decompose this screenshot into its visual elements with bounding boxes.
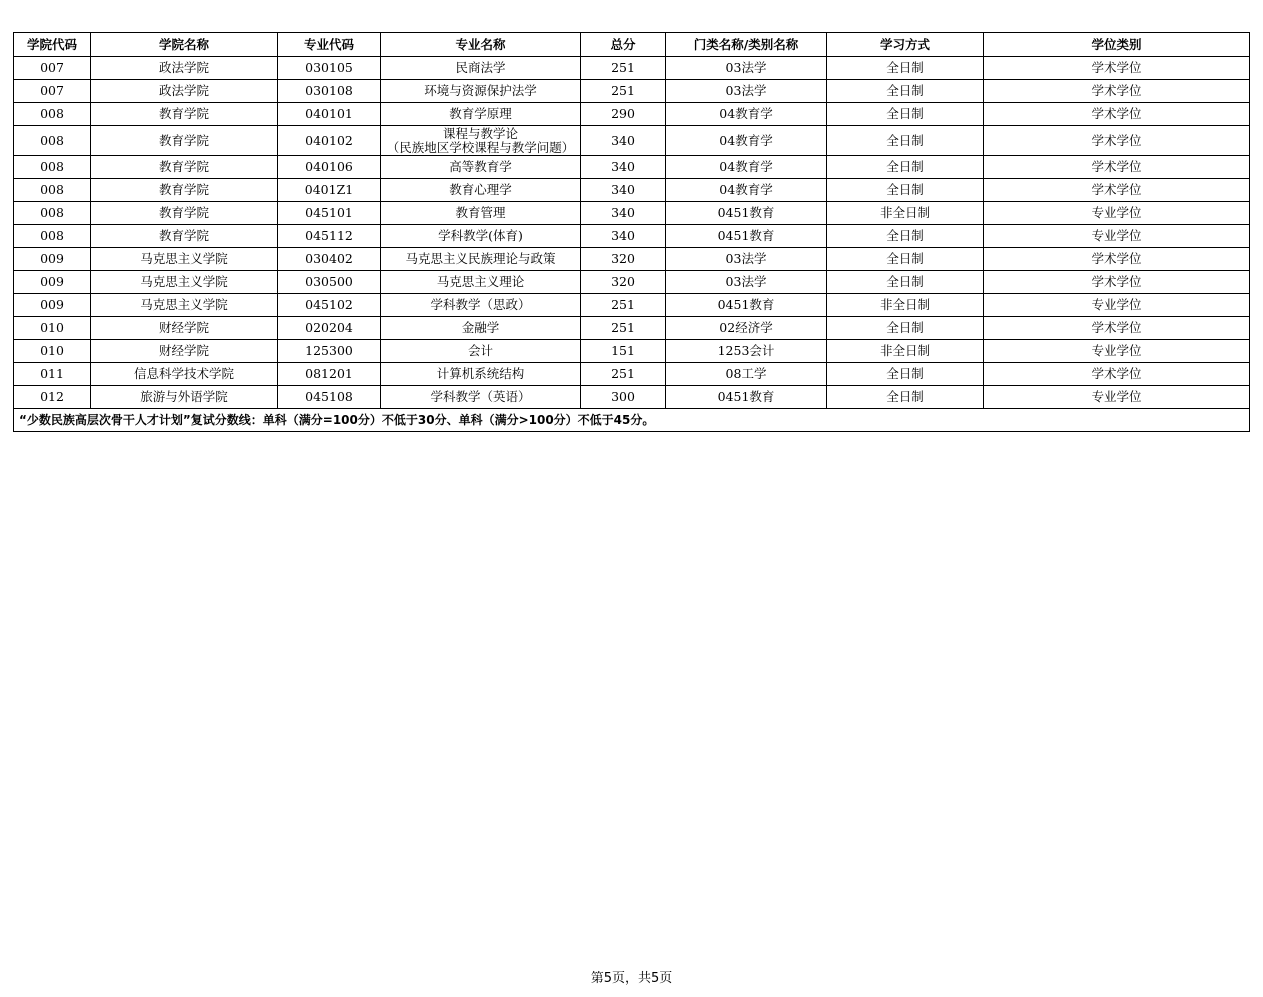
cell-study-mode: 非全日制 <box>827 202 984 225</box>
cell-major-code: 081201 <box>278 363 381 386</box>
cell-major-name <box>381 363 581 386</box>
cell-college-code: 008 <box>14 179 91 202</box>
cell-major-name <box>381 248 581 271</box>
cell-major-name <box>381 386 581 409</box>
header-total-score: 总分 <box>581 33 666 57</box>
cell-study-mode: 全日制 <box>827 103 984 126</box>
cell-college-name: 马克思主义学院 <box>91 294 278 317</box>
table-row <box>14 340 1250 363</box>
cell-college-code: 008 <box>14 202 91 225</box>
cell-college-name: 财经学院 <box>91 317 278 340</box>
cell-college-name: 旅游与外语学院 <box>91 386 278 409</box>
cell-major-name <box>381 179 581 202</box>
cell-category: 04教育学 <box>666 179 827 202</box>
cell-major-code: 030105 <box>278 57 381 80</box>
header-college-name: 学院名称 <box>91 33 278 57</box>
cell-degree-type: 学术学位 <box>984 248 1250 271</box>
major-name-line: 教育管理 <box>455 205 506 220</box>
cell-college-name: 信息科学技术学院 <box>91 363 278 386</box>
cell-total-score: 320 <box>581 248 666 271</box>
cell-total-score: 251 <box>581 363 666 386</box>
cell-degree-type: 专业学位 <box>984 225 1250 248</box>
cell-major-code: 045101 <box>278 202 381 225</box>
cell-total-score: 340 <box>581 202 666 225</box>
table-row <box>14 57 1250 80</box>
major-name-line: 教育学原理 <box>449 106 512 121</box>
cell-college-name: 政法学院 <box>91 57 278 80</box>
cell-degree-type: 专业学位 <box>984 340 1250 363</box>
table-row <box>14 225 1250 248</box>
cell-college-name: 教育学院 <box>91 202 278 225</box>
cell-major-code: 0401Z1 <box>278 179 381 202</box>
table-row <box>14 363 1250 386</box>
cell-degree-type: 学术学位 <box>984 80 1250 103</box>
cell-category: 04教育学 <box>666 103 827 126</box>
cell-major-code: 030402 <box>278 248 381 271</box>
cell-study-mode: 全日制 <box>827 363 984 386</box>
cell-major-code: 125300 <box>278 340 381 363</box>
cell-category: 03法学 <box>666 57 827 80</box>
major-name-line: 环境与资源保护法学 <box>424 83 537 98</box>
major-name-line: 金融学 <box>461 320 500 335</box>
cell-degree-type: 学术学位 <box>984 126 1250 156</box>
cell-college-code: 011 <box>14 363 91 386</box>
cell-degree-type: 学术学位 <box>984 317 1250 340</box>
cell-college-code: 008 <box>14 156 91 179</box>
cell-total-score: 151 <box>581 340 666 363</box>
cell-total-score: 340 <box>581 126 666 156</box>
major-name-line: 学科教学(体育) <box>438 228 523 243</box>
cell-major-name <box>381 317 581 340</box>
table-row <box>14 156 1250 179</box>
cell-degree-type: 学术学位 <box>984 156 1250 179</box>
table-note-row <box>14 409 1250 432</box>
cell-major-name <box>381 156 581 179</box>
major-name-line: 学科教学（英语） <box>430 389 531 404</box>
cell-major-code: 030108 <box>278 80 381 103</box>
cell-major-name <box>381 225 581 248</box>
table-row <box>14 248 1250 271</box>
major-name-line: 课程与教学论 <box>442 125 518 141</box>
table-header-row <box>14 33 1250 57</box>
cell-study-mode: 全日制 <box>827 386 984 409</box>
cell-major-code: 045102 <box>278 294 381 317</box>
major-name-line: 教育心理学 <box>449 182 512 197</box>
page-number: 第5页，共5页 <box>590 971 673 986</box>
major-name-line: （民族地区学校课程与教学问题） <box>386 139 575 155</box>
cell-major-name <box>381 340 581 363</box>
cell-major-code: 045108 <box>278 386 381 409</box>
cell-college-name: 马克思主义学院 <box>91 248 278 271</box>
cell-study-mode: 全日制 <box>827 271 984 294</box>
cell-college-code: 009 <box>14 248 91 271</box>
cell-college-code: 008 <box>14 103 91 126</box>
table-note: “少数民族高层次骨干人才计划”复试分数线：单科（满分=100分）不低于30分、单科（满分>100分）不低于45分。 <box>14 409 1250 432</box>
cell-degree-type: 学术学位 <box>984 363 1250 386</box>
cell-study-mode: 全日制 <box>827 179 984 202</box>
major-name-line: 学科教学（思政） <box>430 297 531 312</box>
cell-college-name: 教育学院 <box>91 126 278 156</box>
cell-major-name <box>381 57 581 80</box>
cell-college-name: 教育学院 <box>91 225 278 248</box>
table-row <box>14 80 1250 103</box>
cell-major-name <box>381 294 581 317</box>
cell-major-name <box>381 103 581 126</box>
cell-category: 0451教育 <box>666 294 827 317</box>
cell-category: 04教育学 <box>666 126 827 156</box>
header-study-mode: 学习方式 <box>827 33 984 57</box>
header-category: 门类名称/类别名称 <box>666 33 827 57</box>
cell-major-code: 040106 <box>278 156 381 179</box>
cell-college-code: 007 <box>14 57 91 80</box>
cell-college-code: 010 <box>14 340 91 363</box>
cell-degree-type: 学术学位 <box>984 179 1250 202</box>
cell-major-code: 040101 <box>278 103 381 126</box>
cell-degree-type: 学术学位 <box>984 57 1250 80</box>
cell-major-code: 040102 <box>278 126 381 156</box>
cell-category: 03法学 <box>666 271 827 294</box>
cell-college-name: 政法学院 <box>91 80 278 103</box>
table-row <box>14 202 1250 225</box>
cell-study-mode: 非全日制 <box>827 340 984 363</box>
cell-degree-type: 专业学位 <box>984 202 1250 225</box>
cell-major-code: 030500 <box>278 271 381 294</box>
table-row <box>14 103 1250 126</box>
cell-category: 03法学 <box>666 248 827 271</box>
major-name-line: 马克思主义理论 <box>436 274 525 289</box>
cell-degree-type: 专业学位 <box>984 294 1250 317</box>
table-row <box>14 294 1250 317</box>
cell-total-score: 320 <box>581 271 666 294</box>
cell-category: 1253会计 <box>666 340 827 363</box>
header-major-name: 专业名称 <box>381 33 581 57</box>
cell-total-score: 340 <box>581 156 666 179</box>
cell-study-mode: 全日制 <box>827 126 984 156</box>
table-row <box>14 271 1250 294</box>
cell-college-code: 010 <box>14 317 91 340</box>
table-row <box>14 126 1250 156</box>
cell-study-mode: 全日制 <box>827 156 984 179</box>
cell-category: 08工学 <box>666 363 827 386</box>
cell-college-name: 教育学院 <box>91 179 278 202</box>
cell-total-score: 251 <box>581 57 666 80</box>
cell-major-code: 045112 <box>278 225 381 248</box>
cell-major-code: 020204 <box>278 317 381 340</box>
cell-major-name <box>381 202 581 225</box>
cell-college-name: 教育学院 <box>91 103 278 126</box>
cell-study-mode: 全日制 <box>827 80 984 103</box>
cell-college-code: 008 <box>14 225 91 248</box>
cell-college-name: 马克思主义学院 <box>91 271 278 294</box>
cell-category: 0451教育 <box>666 202 827 225</box>
cell-study-mode: 非全日制 <box>827 294 984 317</box>
cell-college-code: 009 <box>14 271 91 294</box>
table-row <box>14 386 1250 409</box>
cell-total-score: 300 <box>581 386 666 409</box>
cell-category: 0451教育 <box>666 386 827 409</box>
cell-major-name <box>381 80 581 103</box>
cell-category: 04教育学 <box>666 156 827 179</box>
cell-category: 0451教育 <box>666 225 827 248</box>
score-line-table <box>13 32 1250 432</box>
major-name-line: 高等教育学 <box>449 159 512 174</box>
major-name-line: 马克思主义民族理论与政策 <box>405 251 556 266</box>
cell-category: 03法学 <box>666 80 827 103</box>
cell-college-code: 009 <box>14 294 91 317</box>
cell-total-score: 251 <box>581 80 666 103</box>
table-row <box>14 179 1250 202</box>
cell-total-score: 340 <box>581 225 666 248</box>
table-body <box>14 57 1250 409</box>
cell-study-mode: 全日制 <box>827 57 984 80</box>
cell-study-mode: 全日制 <box>827 225 984 248</box>
cell-total-score: 290 <box>581 103 666 126</box>
cell-college-code: 008 <box>14 126 91 156</box>
major-name-line: 计算机系统结构 <box>436 366 525 381</box>
major-name-line: 民商法学 <box>455 60 506 75</box>
cell-college-code: 012 <box>14 386 91 409</box>
cell-degree-type: 专业学位 <box>984 386 1250 409</box>
cell-total-score: 251 <box>581 294 666 317</box>
cell-degree-type: 学术学位 <box>984 271 1250 294</box>
cell-college-name: 财经学院 <box>91 340 278 363</box>
cell-category: 02经济学 <box>666 317 827 340</box>
cell-major-name <box>381 271 581 294</box>
cell-study-mode: 全日制 <box>827 248 984 271</box>
cell-study-mode: 全日制 <box>827 317 984 340</box>
cell-college-code: 007 <box>14 80 91 103</box>
cell-total-score: 340 <box>581 179 666 202</box>
header-college-code: 学院代码 <box>14 33 91 57</box>
cell-college-name: 教育学院 <box>91 156 278 179</box>
major-name-line: 会计 <box>467 343 493 358</box>
cell-major-name <box>381 126 581 156</box>
header-degree-type: 学位类别 <box>984 33 1250 57</box>
header-major-code: 专业代码 <box>278 33 381 57</box>
cell-total-score: 251 <box>581 317 666 340</box>
table-row <box>14 317 1250 340</box>
cell-degree-type: 学术学位 <box>984 103 1250 126</box>
